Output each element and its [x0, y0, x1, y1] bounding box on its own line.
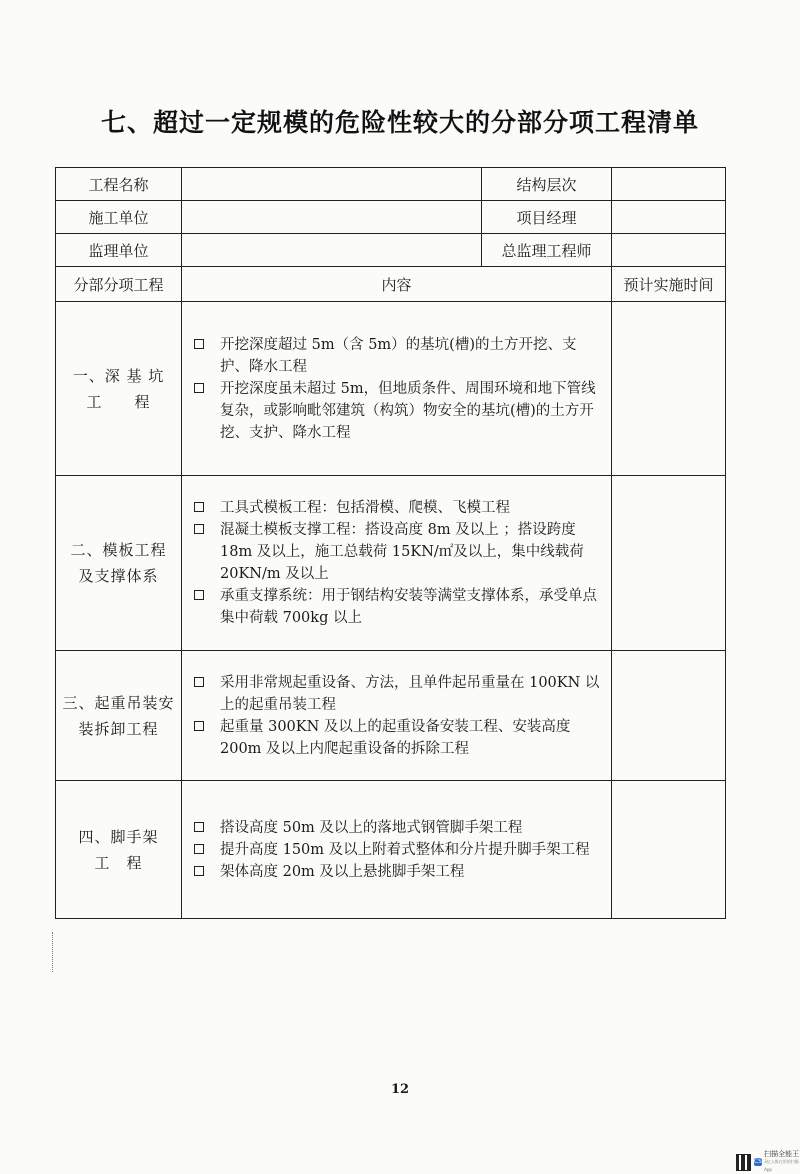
checklist-item[interactable] [190, 672, 601, 716]
checklist-item-text: 搭设高度 50m 及以上的落地式钢管脚手架工程 [220, 819, 523, 836]
checkbox-icon[interactable] [194, 677, 204, 687]
checklist-item[interactable] [190, 839, 601, 861]
time-header: 预计实施时间 [612, 267, 726, 302]
content-header: 内容 [182, 267, 612, 302]
checklist-item[interactable] [190, 817, 601, 839]
info-row-contractor [56, 201, 726, 234]
category-header: 分部分项工程 [56, 267, 182, 302]
section-category [56, 651, 182, 781]
scanner-watermark-label: 扫描全能王 [764, 1150, 800, 1158]
scanner-watermark [736, 1150, 800, 1174]
section-category [56, 476, 182, 651]
chief-engineer-label: 总监理工程师 [482, 234, 612, 267]
section-category [56, 302, 182, 476]
section-category-line2: 工 程 [86, 392, 151, 411]
supervisor-label: 监理单位 [56, 234, 182, 267]
structure-level-label: 结构层次 [482, 168, 612, 201]
checklist-item-text: 开挖深度超过 5m（含 5m）的基坑(槽)的土方开挖、支护、降水工程 [220, 336, 577, 375]
project-name-label: 工程名称 [56, 168, 182, 201]
section-category-line1: 二、模板工程 [70, 541, 167, 559]
section-category-line2: 工 程 [94, 853, 143, 872]
section-category-line2: 装拆卸工程 [78, 719, 159, 738]
section-content [182, 302, 612, 476]
project-manager-field[interactable] [612, 201, 726, 234]
qr-code-icon [736, 1154, 751, 1171]
section-row-scaffolding [56, 781, 726, 919]
checkbox-icon[interactable] [194, 866, 204, 876]
checklist-item[interactable] [190, 716, 601, 760]
checklist-item-text: 架体高度 20m 及以上悬挑脚手架工程 [220, 863, 465, 880]
section-content [182, 781, 612, 919]
checkbox-icon[interactable] [194, 524, 204, 534]
section-category-line1: 三、起重吊装安 [62, 693, 175, 712]
section-row-formwork [56, 476, 726, 651]
checklist-item[interactable] [190, 519, 601, 585]
project-manager-label: 项目经理 [482, 201, 612, 234]
page-number: 12 [390, 1082, 410, 1097]
checklist-item[interactable] [190, 497, 601, 519]
checklist-item-text: 提升高度 150m 及以上附着式整体和分片提升脚手架工程 [220, 841, 590, 858]
section-category-line2: 及支撑体系 [78, 567, 159, 585]
scanner-logo-icon: CS [753, 1158, 762, 1165]
section-category [56, 781, 182, 919]
checklist-item-text: 采用非常规起重设备、方法，且单件起吊重量在 100KN 以上的起重吊装工程 [220, 674, 600, 713]
structure-level-field[interactable] [612, 168, 726, 201]
checkbox-icon[interactable] [194, 721, 204, 731]
section-row-lifting [56, 651, 726, 781]
checklist-item[interactable] [190, 861, 601, 883]
checklist-item[interactable] [190, 585, 601, 629]
supervisor-field[interactable] [182, 234, 482, 267]
section-category-line1: 四、脚手架 [78, 827, 159, 846]
scanner-watermark-sub: 3亿人都在用的扫描App [764, 1159, 799, 1172]
checklist-table [55, 167, 726, 919]
margin-scan-marks [52, 932, 55, 972]
planned-time-field[interactable] [612, 781, 726, 919]
planned-time-field[interactable] [612, 651, 726, 781]
section-category-line1: 一、深 基 坑 [72, 366, 165, 385]
contractor-field[interactable] [182, 201, 482, 234]
contractor-label: 施工单位 [56, 201, 182, 234]
chief-engineer-field[interactable] [612, 234, 726, 267]
info-row-project [56, 168, 726, 201]
checklist-item-text: 起重量 300KN 及以上的起重设备安装工程、安装高度 200m 及以上内爬起重设备的拆除工程 [220, 718, 571, 757]
checkbox-icon[interactable] [194, 383, 204, 393]
page-title: 七、超过一定规模的危险性较大的分部分项工程清单 [100, 108, 699, 137]
checkbox-icon[interactable] [194, 339, 204, 349]
checklist-item-text: 承重支撑系统：用于钢结构安装等满堂支撑体系，承受单点集中荷载 700kg 以上 [220, 588, 597, 626]
checklist-item-text: 混凝土模板支撑工程：搭设高度 8m 及以上 ；搭设跨度 18m 及以上，施工总载荷 15KN/㎡及以上，集中线载荷 20KN/m 及以上 [220, 522, 584, 582]
checkbox-icon[interactable] [194, 590, 204, 600]
section-row-excavation [56, 302, 726, 476]
checklist-item-text: 工具式模板工程：包括滑模、爬模、飞模工程 [220, 500, 510, 516]
checkbox-icon[interactable] [194, 502, 204, 512]
planned-time-field[interactable] [612, 302, 726, 476]
project-name-field[interactable] [182, 168, 482, 201]
checklist-item[interactable] [190, 378, 601, 444]
checkbox-icon[interactable] [194, 844, 204, 854]
checklist-item-text: 开挖深度虽未超过 5m，但地质条件、周围环境和地下管线复杂，或影响毗邻建筑（构筑）物安全的基坑(槽)的土方开挖、支护、降水工程 [220, 380, 596, 441]
table-header-row [56, 267, 726, 302]
section-content [182, 476, 612, 651]
checklist-item[interactable] [190, 334, 601, 378]
info-row-supervisor [56, 234, 726, 267]
planned-time-field[interactable] [612, 476, 726, 651]
section-content [182, 651, 612, 781]
checkbox-icon[interactable] [194, 822, 204, 832]
